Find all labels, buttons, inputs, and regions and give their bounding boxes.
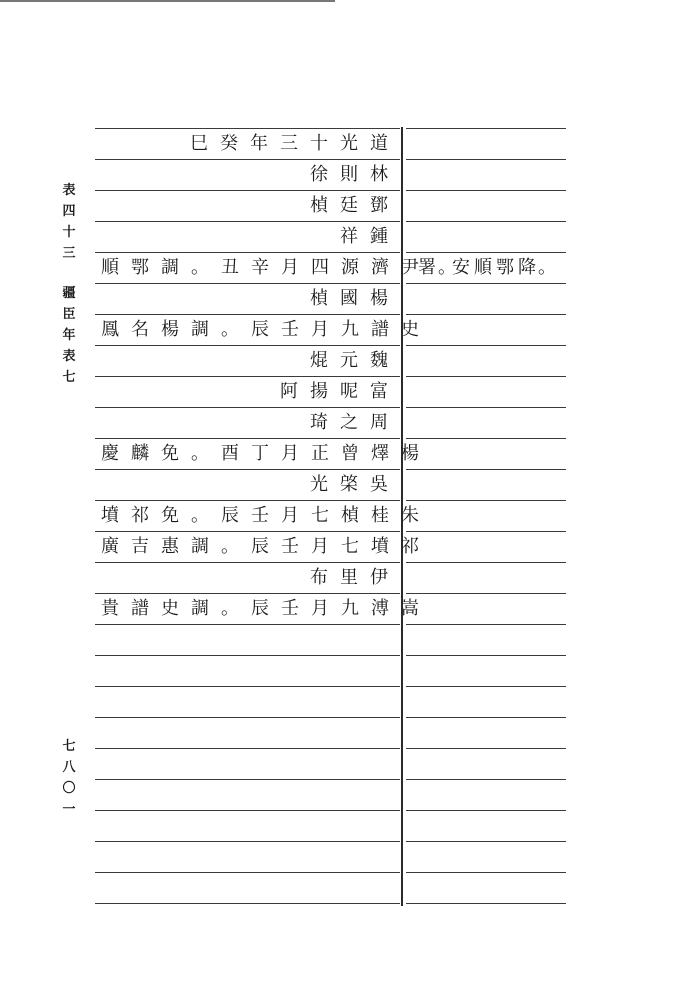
table-row-left-cell	[95, 718, 394, 748]
table-row-right-cell	[416, 656, 566, 686]
table-row-left-cell	[95, 873, 394, 903]
table-row-left-cell: 琦 之 周	[310, 412, 388, 433]
table-row-right-cell	[416, 377, 566, 407]
table-row-left-cell: 光 棨 吳	[310, 474, 388, 495]
table-row-right-cell	[416, 718, 566, 748]
table-row-left-cell	[95, 842, 394, 872]
table-row-right-cell	[416, 501, 566, 531]
row-divider	[95, 903, 400, 904]
table-row-left-cell: 巳 癸 年 三 十 光 道	[190, 133, 388, 154]
table-row-right-cell	[416, 811, 566, 841]
table-row-right-cell	[416, 191, 566, 221]
table-row-right-cell	[416, 873, 566, 903]
table-row-left-cell: 貴 譜 史 調 。 辰 壬 月 九 溥 嵩	[101, 598, 419, 619]
table-row-left-cell: 祥 鍾	[340, 226, 388, 247]
table-row-right-cell	[416, 780, 566, 810]
table-row-left-cell	[95, 625, 394, 655]
table-row-left-cell: 墳 祁 免 。 辰 壬 月 七 楨 桂 朱	[101, 505, 419, 526]
top-border	[0, 0, 335, 2]
table-row-right-cell	[416, 346, 566, 376]
table-row-left-cell: 阿 揚 呢 富	[280, 381, 388, 402]
table-row-right-cell	[416, 160, 566, 190]
table-row-right-cell	[416, 284, 566, 314]
table-row-right-cell	[416, 749, 566, 779]
table-row-left-cell	[95, 656, 394, 686]
table-row-right-cell	[416, 408, 566, 438]
table-row-left-cell: 順 鄂 調 。 丑 辛 月 四 源 濟 尹	[101, 257, 419, 278]
table-row-right-cell	[416, 594, 566, 624]
table-row-right-cell	[416, 625, 566, 655]
table-row-left-cell: 焜 元 魏	[310, 350, 388, 371]
table-row-left-cell	[95, 811, 394, 841]
table-row-right-cell	[416, 315, 566, 345]
table-row-right-cell	[416, 563, 566, 593]
table-row-left-cell	[95, 780, 394, 810]
table-row-left-cell	[95, 687, 394, 717]
side-subtitle: 疆 臣 年 表 七	[62, 286, 76, 385]
table-row-left-cell: 楨 廷 鄧	[310, 195, 388, 216]
page-number: 七 八 〇 一	[62, 739, 76, 817]
table-row-right-cell	[416, 532, 566, 562]
table-row-right-cell: 署 。安 順 鄂 降 。	[418, 257, 556, 278]
table-row-left-cell: 布 里 伊	[310, 567, 388, 588]
table-row-right-cell	[416, 129, 566, 159]
table-row-right-cell	[416, 470, 566, 500]
row-divider-right	[406, 903, 566, 904]
table-row-left-cell: 徐 則 林	[310, 164, 388, 185]
table-row-right-cell	[416, 439, 566, 469]
table-row-left-cell: 慶 麟 免 。 酉 丁 月 正 曾 燡 楊	[101, 443, 419, 464]
table-row-left-cell	[95, 749, 394, 779]
table-row-right-cell	[416, 687, 566, 717]
table-row-right-cell	[416, 842, 566, 872]
side-title: 表 四 十 三	[62, 183, 76, 261]
table-row-left-cell: 楨 國 楊	[310, 288, 388, 309]
table-row-right-cell	[416, 222, 566, 252]
table-row-left-cell: 鳳 名 楊 調 。 辰 壬 月 九 譜 史	[101, 319, 419, 340]
table-row-left-cell: 廣 吉 惠 調 。 辰 壬 月 七 墳 祁	[101, 536, 419, 557]
